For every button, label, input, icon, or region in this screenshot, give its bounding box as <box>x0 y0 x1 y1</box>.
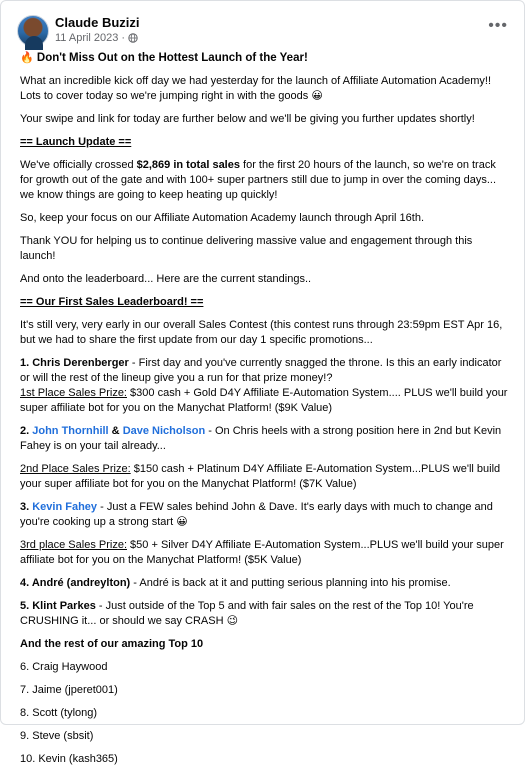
rank-number: 3. <box>20 501 33 513</box>
rank-5-text: - Just outside of the Top 5 and with fair sales on the rest of the Top 10! You're CRUSHING it... or should we say CRASH <box>20 600 474 627</box>
rank-6: 6. Craig Haywood <box>20 661 108 673</box>
sales-text-a: We've officially crossed <box>20 159 137 171</box>
total-sales: $2,869 in total sales <box>136 159 240 171</box>
prize-text: $150 cash + Platinum D4Y Affiliate E-Automation System...PLUS we'll build your super affiliate bot for you on the Manychat Platform! ($7K Value) <box>20 463 501 490</box>
rank-4-name: 4. André (andreylton) <box>20 577 131 589</box>
post-date[interactable]: 11 April 2023 <box>55 32 119 44</box>
post-header <box>17 13 508 49</box>
rank-4 <box>20 576 510 591</box>
grin-icon: 😀 <box>176 516 188 528</box>
paragraph-intro-text: What an incredible kick off day we had yesterday for the launch of Affiliate Automation Academy!! Lots to cover today so we're jumping right in with the goods <box>20 75 492 102</box>
rank-5-name: 5. Klint Parkes <box>20 600 96 612</box>
launch-update-heading: == Launch Update == <box>20 136 132 148</box>
prize-text: $50 + Silver D4Y Affiliate E-Automation System...PLUS we'll build your super affiliate bot for you on the Manychat Platform! ($5K Value) <box>20 539 504 566</box>
paragraph-swipe: Your swipe and link for today are further below and we'll be giving you further updates shortly! <box>20 113 475 125</box>
rank-1-prize <box>20 386 510 416</box>
fire-icon: 🔥 <box>20 52 34 64</box>
rank-number: 2. <box>20 425 33 437</box>
post-title <box>20 51 510 66</box>
globe-icon <box>128 33 138 43</box>
profile-link-kevin-fahey[interactable]: Kevin Fahey <box>32 501 98 513</box>
leaderboard-heading: == Our First Sales Leaderboard! == <box>20 296 204 308</box>
rank-5 <box>20 599 510 629</box>
rank-3-prize <box>20 538 510 568</box>
rank-8: 8. Scott (tylong) <box>20 707 98 719</box>
wink-icon: 😉 <box>226 615 239 627</box>
rank-10: 10. Kevin (kash365) <box>20 753 118 765</box>
rank-2-text: - On Chris heels with a strong position here in 2nd but Kevin Fahey is on your tail already... <box>20 425 502 452</box>
paragraph-contest: It's still very, very early in our overall Sales Contest (this contest runs through 23:59pm EST Apr 16, but we had to share the first update from our day 1 specific promotions... <box>20 319 503 346</box>
meta-separator: · <box>121 32 126 44</box>
rank-1-name: Chris Derenberger <box>32 357 129 369</box>
author-avatar[interactable] <box>17 15 49 47</box>
top10-heading: And the rest of our amazing Top 10 <box>20 638 204 650</box>
grin-icon: 😀 <box>311 90 323 102</box>
profile-link-dave-nicholson[interactable]: Dave Nicholson <box>122 425 206 437</box>
post-meta <box>55 32 138 44</box>
rank-2 <box>20 424 510 454</box>
post-body <box>20 51 510 775</box>
more-horizontal-icon[interactable]: ••• <box>488 17 508 34</box>
prize-label: 3rd place Sales Prize: <box>20 539 127 551</box>
prize-label: 1st Place Sales Prize: <box>20 387 127 399</box>
rank-3-text: - Just a FEW sales behind John & Dave. It's early days with much to change and you're cooking up a strong start <box>20 501 493 528</box>
rank-1-text: - First day and you've currently snagged the throne. Is this an early indicator or will the rest of the lineup give you a run for that prize money!? <box>20 357 502 384</box>
rank-1 <box>20 356 510 386</box>
post-title-text: Don't Miss Out on the Hottest Launch of the Year! <box>36 52 308 64</box>
rank-4-text: - André is back at it and putting serious planning into his promise. <box>130 577 451 589</box>
paragraph-leaderboard-intro: And onto the leaderboard... Here are the current standings.. <box>20 273 312 285</box>
sales-text-b: for the first 20 hours of the launch, so we're on track for growth out of the gate and with 100+ super partners still due to jump in over the coming days... we know things are going to keep heating up quickly! <box>20 159 497 201</box>
prize-label: 2nd Place Sales Prize: <box>20 463 131 475</box>
profile-link-john-thornhill[interactable]: John Thornhill <box>32 425 109 437</box>
paragraph-intro <box>20 74 510 104</box>
paragraph-sales <box>20 158 510 203</box>
paragraph-focus: So, keep your focus on our Affiliate Automation Academy launch through April 16th. <box>20 212 424 224</box>
ampersand: & <box>108 425 123 437</box>
rank-3 <box>20 500 510 530</box>
rank-9: 9. Steve (sbsit) <box>20 730 94 742</box>
rank-7: 7. Jaime (jperet001) <box>20 684 118 696</box>
paragraph-thanks: Thank YOU for helping us to continue delivering massive value and engagement through this launch! <box>20 235 473 262</box>
prize-text: $300 cash + Gold D4Y Affiliate E-Automation System.... PLUS we'll build your super affiliate bot for you on the Manychat Platform! ($9K Value) <box>20 387 508 414</box>
rank-number: 1. <box>20 357 33 369</box>
rank-2-prize <box>20 462 510 492</box>
author-name[interactable]: Claude Buzizi <box>55 15 140 30</box>
